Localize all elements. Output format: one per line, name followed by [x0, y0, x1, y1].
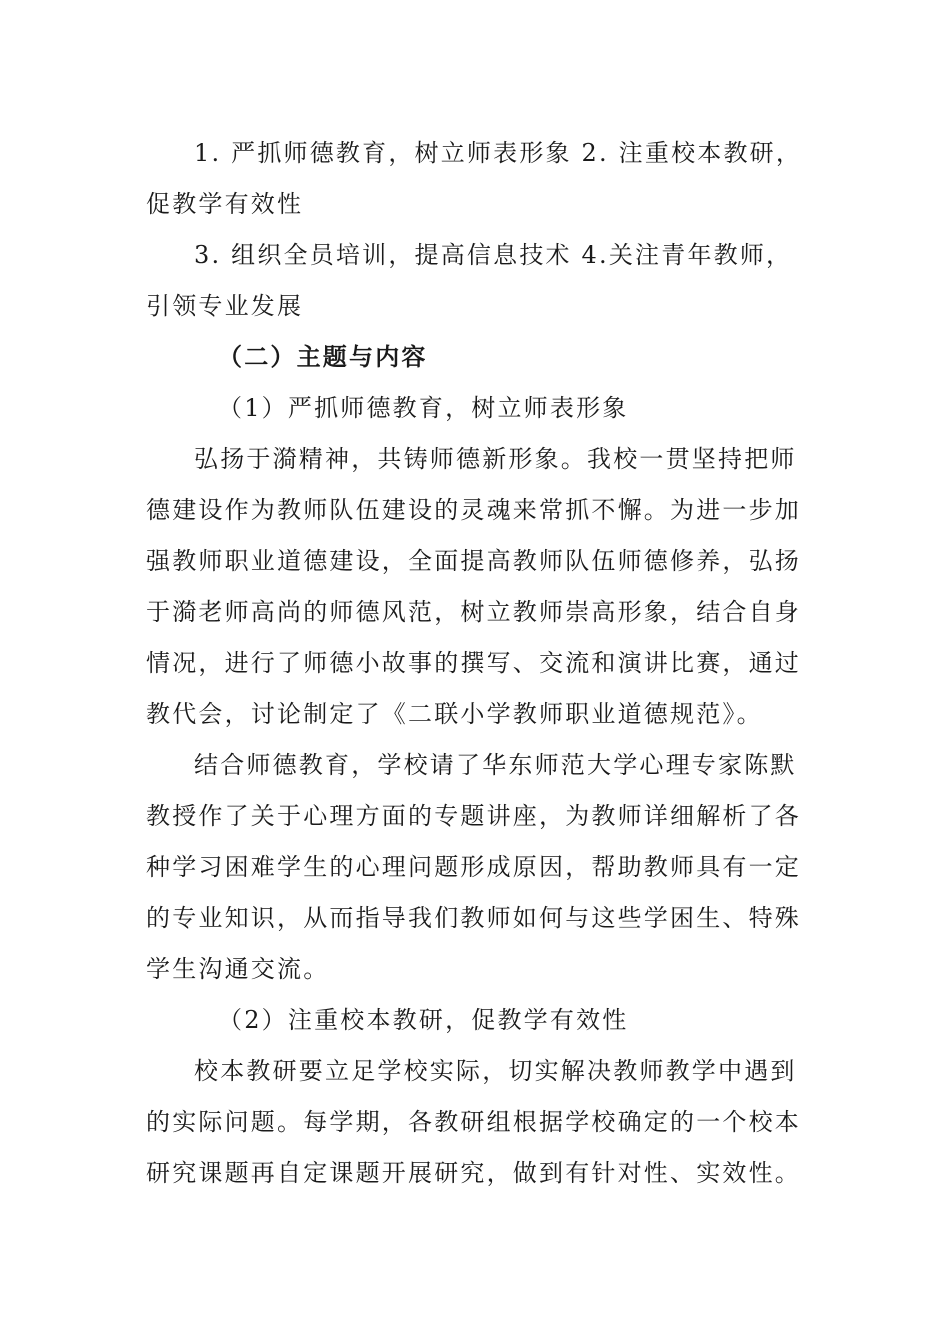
subsection-heading-1: （1）严抓师德教育，树立师表形象: [218, 394, 629, 422]
document-body: [146, 128, 806, 1199]
goals-line-2: 3. 组织全员培训，提高信息技术 4.关注青年教师，引领专业发展: [146, 241, 793, 320]
subsection-heading-2: （2）注重校本教研，促教学有效性: [218, 1006, 629, 1034]
paragraph-research: 校本教研要立足学校实际，切实解决教师教学中遇到的实际问题。每学期，各教研组根据学校确定的一个校本研究课题再自定课题开展研究，做到有针对性、实效性。: [146, 1057, 801, 1187]
paragraph-psychology: 结合师德教育，学校请了华东师范大学心理专家陈默教授作了关于心理方面的专题讲座，为教师详细解析了各种学习困难学生的心理问题形成原因，帮助教师具有一定的专业知识，从而指导我们教师如何与这些学困生、特殊学生沟通交流。: [146, 751, 801, 983]
section-heading: （二）主题与内容: [218, 343, 428, 371]
goals-line-1: 1. 严抓师德教育，树立师表形象 2. 注重校本教研，促教学有效性: [146, 139, 803, 218]
paragraph-ethics: 弘扬于漪精神，共铸师德新形象。我校一贯坚持把师德建设作为教师队伍建设的灵魂来常抓不懈。为进一步加强教师职业道德建设，全面提高教师队伍师德修养，弘扬于漪老师高尚的师德风范，树立教师崇高形象，结合自身情况，进行了师德小故事的撰写、交流和演讲比赛，通过教代会，讨论制定了《二联小学教师职业道德规范》。: [146, 445, 801, 728]
